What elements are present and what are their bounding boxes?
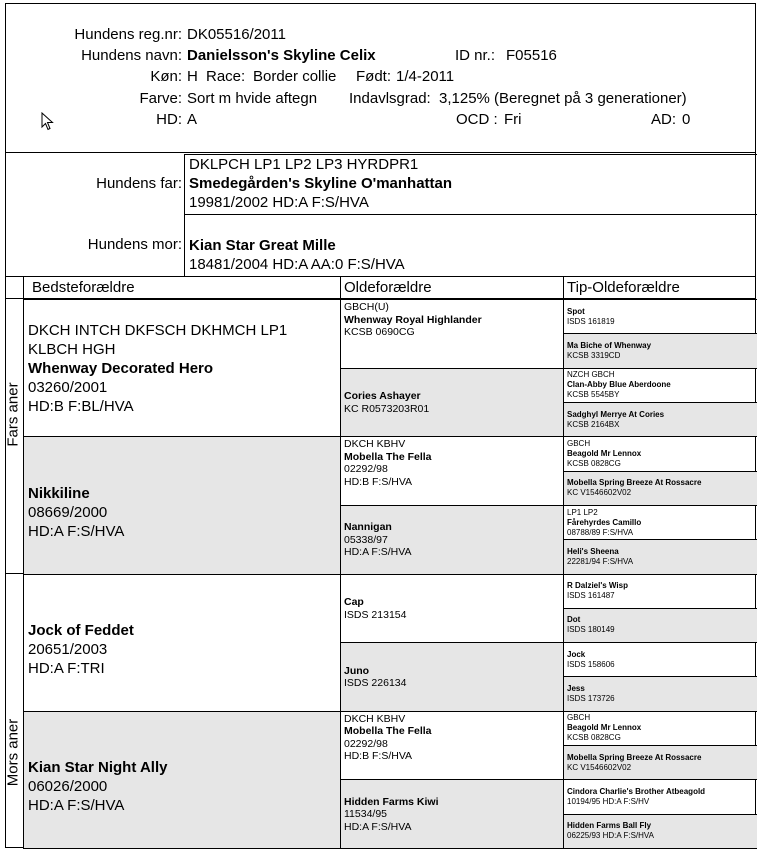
grandparent-text	[28, 300, 336, 436]
great-grandparent-cell	[340, 436, 564, 506]
header-divider	[5, 152, 756, 153]
hd-label: HD:	[156, 111, 182, 128]
color-label: Farve:	[139, 90, 182, 107]
mother-label: Hundens mor:	[87, 236, 182, 253]
great-great-grandparent-cell	[563, 779, 757, 814]
grandparent-cell	[23, 436, 341, 574]
sex-label: Køn:	[150, 68, 182, 85]
great-great-grandparent-titles: GBCH	[567, 438, 591, 448]
great-great-grandparent-reg: ISDS 173726	[567, 694, 615, 704]
grandparent-name: Kian Star Night Ally	[28, 759, 168, 777]
great-grandparent-reg: 05338/97	[344, 533, 388, 546]
great-grandparent-text	[344, 301, 560, 368]
inbreeding-value: 3,125% (Beregnet på 3 generationer)	[439, 90, 687, 107]
great-grandparent-reg: ISDS 226134	[344, 677, 407, 690]
great-great-grandparent-cell	[563, 711, 757, 746]
race-value: Border collie	[253, 68, 337, 85]
father-titles: DKLPCH LP1 LP2 LP3 HYRDPR1	[189, 156, 419, 173]
great-grandparent-cell	[340, 505, 564, 575]
col-grandparents: Bedsteforældre	[32, 279, 135, 296]
born-value: 1/4-2011	[396, 68, 455, 85]
great-grandparent-name: Juno	[344, 664, 370, 677]
grandparent-cell	[23, 574, 341, 712]
great-great-grandparent-cell	[563, 676, 757, 711]
hd-value: A	[187, 111, 198, 128]
mother-box	[184, 214, 757, 276]
ocd-label: OCD :	[456, 111, 498, 128]
great-grandparent-text	[344, 644, 560, 711]
col-great-grandparents: Oldeforældre	[344, 279, 432, 296]
great-grandparent-name: Cap	[344, 596, 364, 609]
grandparent-name: Whenway Decorated Hero	[28, 359, 214, 377]
great-great-grandparent-cell	[563, 471, 757, 506]
great-great-grandparent-text	[567, 643, 755, 676]
great-great-grandparent-cell	[563, 608, 757, 643]
reg-label: Hundens reg.nr:	[74, 26, 182, 43]
great-great-grandparent-text	[567, 300, 755, 333]
great-grandparent-reg: ISDS 213154	[344, 608, 407, 621]
great-grandparent-text	[344, 507, 560, 574]
great-great-grandparent-name: Heli's Sheena	[567, 546, 619, 556]
great-great-grandparent-name: Clan-Abby Blue Aberdoone	[567, 380, 671, 390]
great-great-grandparent-cell	[563, 368, 757, 403]
great-great-grandparent-text	[567, 712, 755, 745]
grandparent-text	[28, 575, 336, 711]
great-great-grandparent-name: Sadghyl Merrye At Cories	[567, 409, 665, 419]
great-great-grandparent-reg: ISDS 180149	[567, 625, 615, 635]
grandparent-info: HD:A F:TRI	[28, 660, 105, 678]
side-divider	[5, 573, 24, 574]
great-great-grandparent-cell	[563, 333, 757, 368]
great-grandparent-cell	[340, 779, 564, 849]
inbreeding-label: Indavlsgrad:	[349, 90, 431, 107]
father-name: Smedegården's Skyline O'manhattan	[189, 175, 453, 192]
great-great-grandparent-text	[567, 780, 755, 813]
great-grandparent-name: Mobella The Fella	[344, 725, 432, 738]
col-great-great-grandparents: Tip-Oldeforældre	[567, 279, 680, 296]
great-grandparent-text	[344, 781, 560, 848]
great-grandparent-name: Hidden Farms Kiwi	[344, 795, 439, 808]
great-great-grandparent-reg: 08788/89 F:S/HVA	[567, 527, 634, 537]
race-label: Race:	[206, 68, 246, 85]
great-grandparent-info: HD:B F:S/HVA	[344, 750, 413, 763]
great-grandparent-name: Nannigan	[344, 521, 392, 534]
sex-value: H	[187, 68, 198, 85]
great-great-grandparent-name: Cindora Charlie's Brother Atbeagold	[567, 787, 706, 797]
great-grandparent-cell	[340, 642, 564, 712]
great-great-grandparent-text	[567, 472, 755, 505]
grandparent-cell	[23, 711, 341, 849]
ad-value: 0	[682, 111, 691, 128]
great-great-grandparent-name: Spot	[567, 306, 585, 316]
great-great-grandparent-text	[567, 403, 755, 436]
great-great-grandparent-text	[567, 815, 755, 848]
great-great-grandparent-reg: 10194/95 HD:A F:S/HV	[567, 797, 650, 807]
great-grandparent-cell	[340, 368, 564, 438]
great-great-grandparent-cell	[563, 436, 757, 471]
great-great-grandparent-cell	[563, 299, 757, 334]
great-grandparent-titles: GBCH(U)	[344, 301, 389, 313]
great-great-grandparent-reg: 22281/94 F:S/HVA	[567, 556, 634, 566]
mothers-side-label: Mors aner	[4, 718, 22, 787]
great-grandparent-info: HD:A F:S/HVA	[344, 546, 412, 559]
grandparent-name: Jock of Feddet	[28, 622, 134, 640]
great-great-grandparent-text	[567, 334, 755, 367]
great-great-grandparent-name: Mobella Spring Breeze At Rossacre	[567, 478, 702, 488]
great-great-grandparent-reg: KC V1546602V02	[567, 762, 632, 772]
great-great-grandparent-text	[567, 506, 755, 539]
great-great-grandparent-text	[567, 609, 755, 642]
great-grandparent-titles: DKCH KBHV	[344, 712, 406, 725]
great-grandparent-reg: KC R0573203R01	[344, 402, 430, 415]
great-great-grandparent-name: Jock	[567, 649, 586, 659]
great-grandparent-name: Cories Ashayer	[344, 390, 421, 403]
name-value: Danielsson's Skyline Celix	[187, 47, 376, 64]
grandparent-reg: 03260/2001	[28, 378, 108, 396]
great-great-grandparent-name: Hidden Farms Ball Fly	[567, 821, 652, 831]
great-great-grandparent-name: Ma Biche of Whenway	[567, 340, 652, 350]
great-great-grandparent-text	[567, 437, 755, 470]
great-grandparent-info: HD:B F:S/HVA	[344, 475, 413, 488]
great-great-grandparent-name: Jess	[567, 684, 585, 694]
grandparent-name: Nikkiline	[28, 484, 90, 502]
great-great-grandparent-name: Beagold Mr Lennox	[567, 448, 642, 458]
ocd-value: Fri	[504, 111, 522, 128]
great-grandparent-name: Whenway Royal Highlander	[344, 313, 482, 326]
father-info: 19981/2002 HD:A F:S/HVA	[189, 194, 369, 211]
great-great-grandparent-reg: ISDS 161487	[567, 591, 615, 601]
great-grandparent-cell	[340, 574, 564, 644]
born-label: Født:	[356, 68, 392, 85]
mother-name: Kian Star Great Mille	[189, 237, 336, 254]
great-great-grandparent-reg: ISDS 158606	[567, 659, 615, 669]
great-great-grandparent-cell	[563, 505, 757, 540]
mouse-cursor-icon	[41, 112, 55, 132]
great-grandparent-text	[344, 370, 560, 437]
great-great-grandparent-cell	[563, 539, 757, 574]
great-great-grandparent-cell	[563, 574, 757, 609]
grandparent-cell	[23, 299, 341, 437]
great-great-grandparent-titles: NZCH GBCH	[567, 370, 615, 380]
great-grandparent-reg: 11534/95	[344, 808, 388, 821]
great-great-grandparent-text	[567, 677, 755, 710]
great-great-grandparent-name: Dot	[567, 615, 581, 625]
great-great-grandparent-cell	[563, 814, 757, 849]
grandparent-info: HD:A F:S/HVA	[28, 522, 125, 540]
grandparent-reg: 20651/2003	[28, 641, 108, 659]
great-grandparent-cell	[340, 711, 564, 781]
great-great-grandparent-titles: GBCH	[567, 713, 591, 723]
fathers-side-label: Fars aner	[4, 382, 22, 447]
great-grandparent-name: Mobella The Fella	[344, 450, 432, 463]
father-box	[184, 154, 757, 215]
great-grandparent-titles: DKCH KBHV	[344, 438, 406, 451]
great-great-grandparent-name: R Dalziel's Wisp	[567, 581, 628, 591]
great-grandparent-text	[344, 438, 560, 505]
id-label: ID nr.:	[455, 47, 496, 64]
ad-label: AD:	[651, 111, 677, 128]
great-great-grandparent-text	[567, 540, 755, 573]
father-label: Hundens far:	[96, 175, 182, 192]
great-grandparent-text	[344, 713, 560, 780]
name-label: Hundens navn:	[81, 47, 182, 64]
great-great-grandparent-titles: LP1 LP2	[567, 507, 598, 517]
grandparent-reg: 06026/2000	[28, 778, 108, 796]
mother-info: 18481/2004 HD:A AA:0 F:S/HVA	[189, 256, 405, 273]
great-grandparent-reg: 02292/98	[344, 737, 388, 750]
color-value: Sort m hvide aftegn	[187, 90, 318, 107]
great-great-grandparent-reg: KCSB 3319CD	[567, 350, 621, 360]
great-great-grandparent-name: Beagold Mr Lennox	[567, 723, 642, 733]
great-great-grandparent-cell	[563, 402, 757, 437]
great-great-grandparent-reg: KCSB 5545BY	[567, 390, 620, 400]
id-value: F05516	[506, 47, 557, 64]
great-great-grandparent-text	[567, 369, 755, 402]
great-great-grandparent-text	[567, 746, 755, 779]
grandparent-titles: DKCH INTCH DKFSCH DKHMCH LP1	[28, 321, 288, 339]
great-grandparent-cell	[340, 299, 564, 369]
great-great-grandparent-reg: KC V1546602V02	[567, 488, 632, 498]
grandparent-titles: KLBCH HGH	[28, 340, 116, 358]
great-great-grandparent-cell	[563, 642, 757, 677]
great-grandparent-reg: 02292/98	[344, 463, 388, 476]
great-great-grandparent-name: Fårehyrdes Camillo	[567, 517, 642, 527]
great-great-grandparent-cell	[563, 745, 757, 780]
great-great-grandparent-reg: KCSB 0828CG	[567, 458, 621, 468]
grandparent-text	[28, 437, 336, 573]
great-grandparent-text	[344, 576, 560, 643]
great-great-grandparent-name: Mobella Spring Breeze At Rossacre	[567, 752, 702, 762]
great-grandparent-info: HD:A F:S/HVA	[344, 820, 412, 833]
great-great-grandparent-reg: KCSB 2164BX	[567, 419, 620, 429]
grandparent-info: HD:B F:BL/HVA	[28, 397, 134, 415]
grandparent-reg: 08669/2000	[28, 503, 108, 521]
grandparent-info: HD:A F:S/HVA	[28, 797, 125, 815]
great-great-grandparent-reg: KCSB 0828CG	[567, 733, 621, 743]
great-great-grandparent-text	[567, 575, 755, 608]
reg-value: DK05516/2011	[187, 26, 286, 43]
great-grandparent-reg: KCSB 0690CG	[344, 326, 415, 338]
grandparent-text	[28, 712, 336, 848]
great-great-grandparent-reg: ISDS 161819	[567, 316, 615, 326]
great-great-grandparent-reg: 06225/93 HD:A F:S/HVA	[567, 831, 655, 841]
